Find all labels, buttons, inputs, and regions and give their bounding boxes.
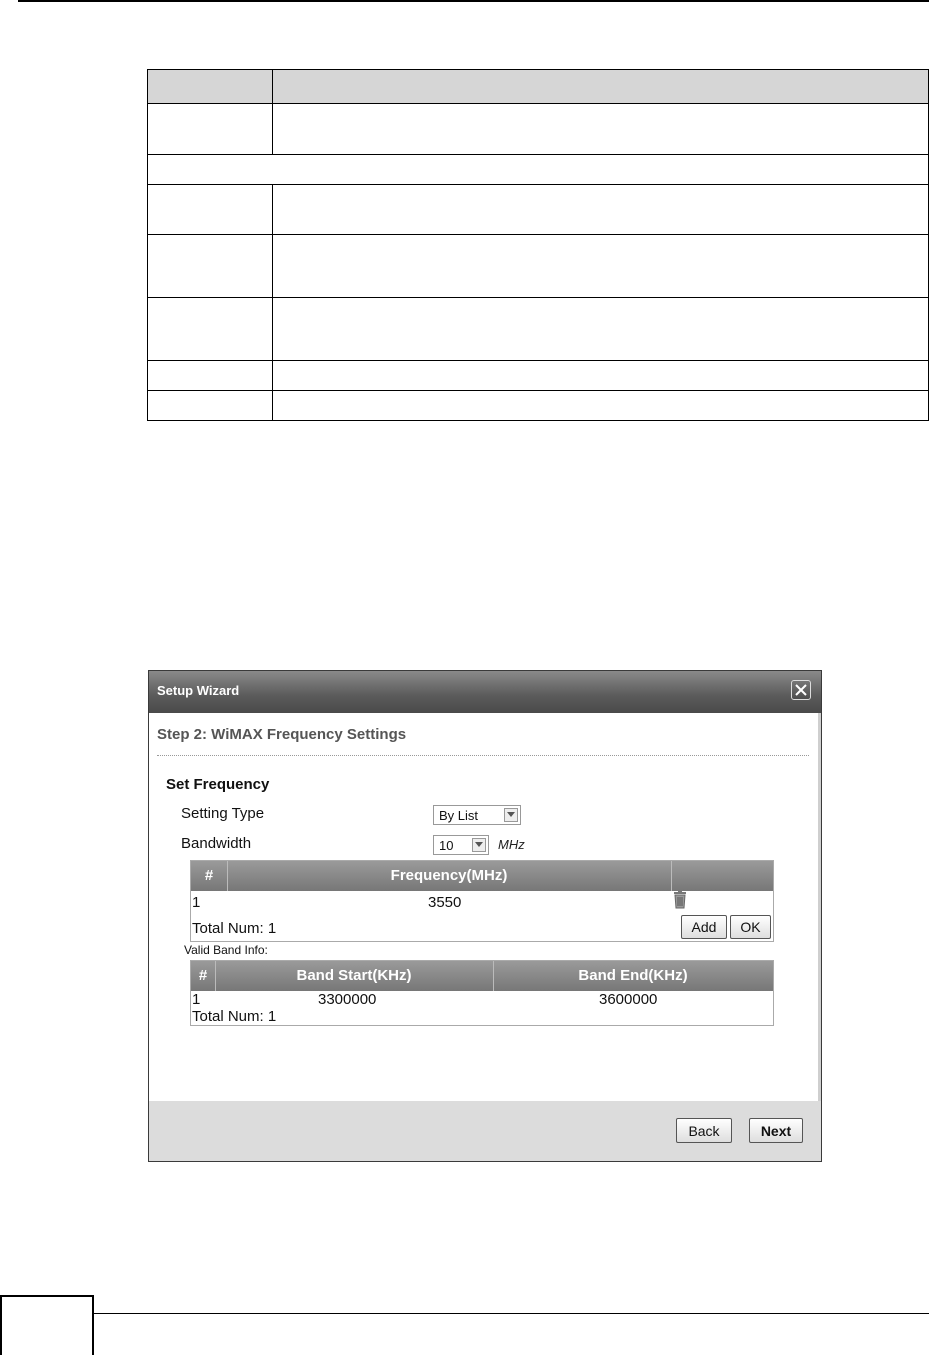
setting-type-label: Setting Type xyxy=(181,805,265,822)
next-button[interactable]: Next xyxy=(749,1118,803,1143)
page-number-box xyxy=(0,1295,94,1355)
reference-table xyxy=(147,69,929,421)
dialog-title: Setup Wizard xyxy=(157,683,240,698)
column-header-frequency: Frequency(MHz) xyxy=(390,867,508,884)
table-row xyxy=(148,391,929,421)
band-total: Total Num: 1 xyxy=(192,1008,277,1025)
column-header-index: # xyxy=(198,967,208,984)
step-title: Step 2: WiMAX Frequency Settings xyxy=(157,726,407,743)
table-row xyxy=(148,361,929,391)
table-row xyxy=(148,235,929,298)
dialog-title-bar xyxy=(149,671,821,713)
table-row xyxy=(148,155,929,185)
close-icon xyxy=(794,683,808,697)
bandwidth-unit: MHz xyxy=(498,837,525,852)
back-button[interactable]: Back xyxy=(676,1118,732,1143)
divider xyxy=(157,755,809,756)
bandwidth-label: Bandwidth xyxy=(181,835,252,852)
frequency-table xyxy=(190,860,774,942)
dialog-footer xyxy=(149,1101,821,1162)
table-row xyxy=(148,298,929,361)
frequency-row-value: 3550 xyxy=(428,894,462,911)
chevron-down-icon xyxy=(504,808,518,822)
section-title: Set Frequency xyxy=(166,776,270,793)
ok-button[interactable]: OK xyxy=(730,915,771,939)
top-rule xyxy=(18,0,929,2)
frequency-total: Total Num: 1 xyxy=(192,920,277,937)
bandwidth-select[interactable] xyxy=(433,835,489,855)
frequency-table-header xyxy=(191,861,773,891)
valid-band-table-header xyxy=(191,961,773,991)
footer-rule xyxy=(94,1313,929,1314)
setting-type-select[interactable] xyxy=(433,805,521,825)
valid-band-label: Valid Band Info: xyxy=(184,943,268,957)
setup-wizard-dialog xyxy=(148,670,822,1162)
column-header-band-start: Band Start(KHz) xyxy=(296,967,412,984)
close-button[interactable] xyxy=(791,680,811,700)
valid-band-table xyxy=(190,960,774,1026)
table-header-row xyxy=(148,70,929,104)
table-row xyxy=(148,104,929,155)
frequency-row-index: 1 xyxy=(192,894,201,911)
chevron-down-icon xyxy=(472,838,486,852)
column-header-index: # xyxy=(204,867,214,884)
band-row-start: 3300000 xyxy=(318,991,377,1008)
column-header-band-end: Band End(KHz) xyxy=(578,967,688,984)
band-row-index: 1 xyxy=(192,991,201,1008)
band-row-end: 3600000 xyxy=(599,991,658,1008)
bandwidth-value: 10 xyxy=(439,838,454,853)
table-row xyxy=(148,185,929,235)
setting-type-value: By List xyxy=(439,808,479,823)
trash-icon[interactable] xyxy=(673,891,687,909)
scroll-edge xyxy=(818,713,821,1101)
add-button[interactable]: Add xyxy=(681,915,727,939)
column-separator xyxy=(671,861,672,891)
